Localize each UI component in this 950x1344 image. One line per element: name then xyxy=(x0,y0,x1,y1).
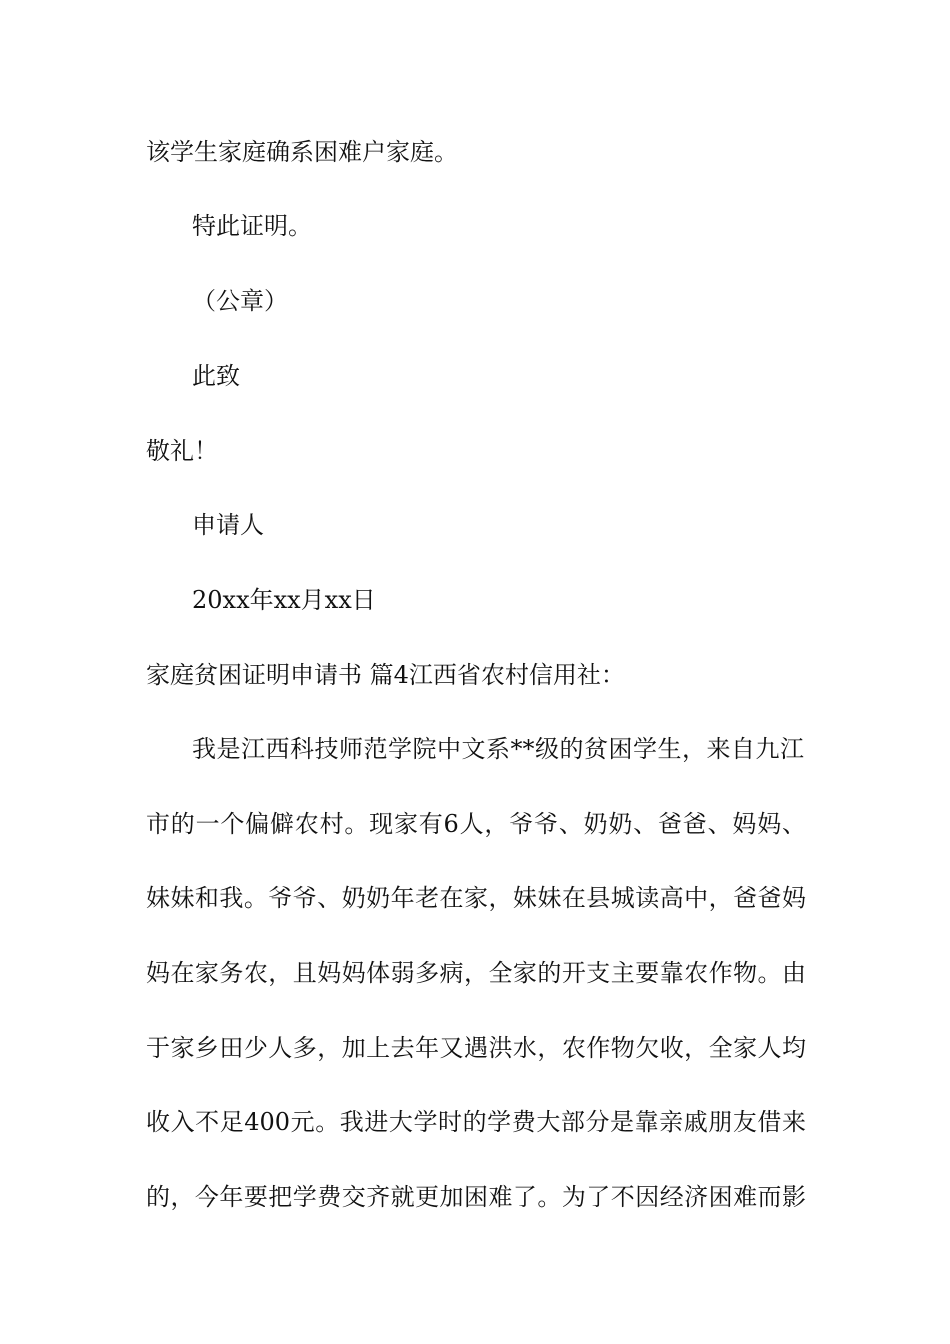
paragraph-line: 于家乡田少人多，加上去年又遇洪水，农作物欠收，全家人均 xyxy=(146,1034,806,1062)
paragraph-line: 我是江西科技师范学院中文系**级的贫困学生，来自九江 xyxy=(192,735,804,763)
paragraph-line: 妹妹和我。爷爷、奶奶年老在家，妹妹在县城读高中，爸爸妈 xyxy=(146,884,806,912)
text-line-salutation: 此致 xyxy=(192,362,240,390)
text-line-household-confirm: 该学生家庭确系困难户家庭。 xyxy=(146,138,458,166)
text-line-official-seal: （公章） xyxy=(192,287,288,315)
paragraph-line: 市的一个偏僻农村。现家有6人，爷爷、奶奶、爸爸、妈妈、 xyxy=(146,810,806,838)
paragraph-line: 收入不足400元。我进大学时的学费大部分是靠亲戚朋友借来 xyxy=(146,1108,806,1136)
text-line-applicant: 申请人 xyxy=(192,511,264,539)
text-line-date: 20xx年xx月xx日 xyxy=(192,586,376,614)
section-heading: 家庭贫困证明申请书 篇4江西省农村信用社： xyxy=(146,661,625,689)
text-line-hereby-certify: 特此证明。 xyxy=(192,212,312,240)
text-line-regards: 敬礼！ xyxy=(146,437,218,465)
paragraph-line: 的，今年要把学费交齐就更加困难了。为了不因经济困难而影 xyxy=(146,1183,806,1211)
paragraph-line: 妈在家务农，且妈妈体弱多病，全家的开支主要靠农作物。由 xyxy=(146,959,806,987)
